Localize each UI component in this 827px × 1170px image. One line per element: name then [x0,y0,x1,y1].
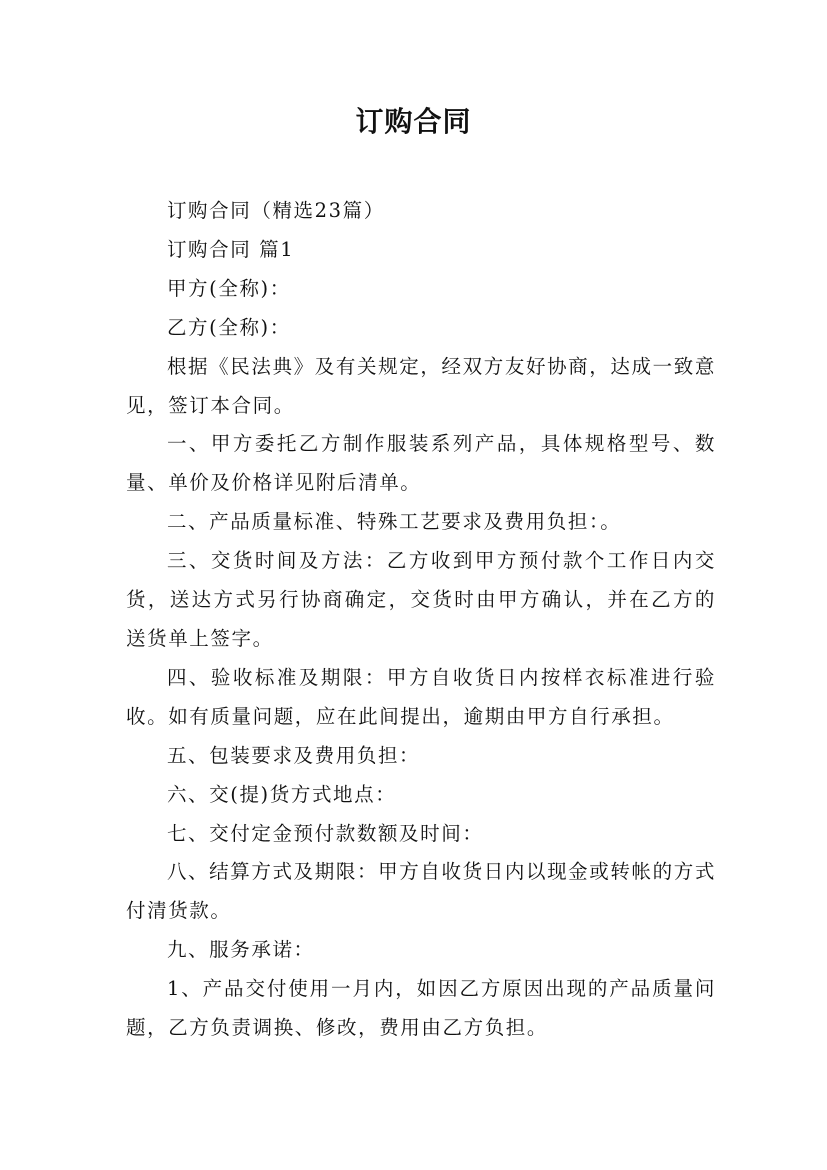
paragraph-clause-9: 九、服务承诺： [166,938,315,962]
paragraph-clause-1: 一、甲方委托乙方制作服装系列产品，具体规格型号、数量、单价及价格详见附后清单。 [126,432,716,495]
paragraph-clause-5: 五、包装要求及费用负担： [166,743,421,767]
paragraph-clause-8: 八、结算方式及期限：甲方自收货日内以现金或转帐的方式付清货款。 [126,860,716,923]
paragraph-clause-6: 六、交(提)货方式地点： [166,782,397,806]
paragraph-subtitle: 订购合同（精选23篇） [166,199,385,222]
paragraph-clause-3: 三、交货时间及方法：乙方收到甲方预付款个工作日内交货，送达方式另行协商确定，交货时由甲方确认，并在乙方的送货单上签字。 [126,549,716,650]
paragraph-clause-4: 四、验收标准及期限：甲方自收货日内按样衣标准进行验收。如有质量问题，应在此间提出，逾期由甲方自行承担。 [126,665,716,728]
paragraph-clause-7: 七、交付定金预付款数额及时间： [166,821,484,845]
paragraph-preamble: 根据《民法典》及有关规定，经双方友好协商，达成一致意见，签订本合同。 [126,354,716,417]
paragraph-section-heading: 订购合同 篇1 [166,237,295,261]
document-title: 订购合同 [355,105,472,138]
paragraph-clause-2: 二、产品质量标准、特殊工艺要求及费用负担：。 [166,510,622,534]
document-body [126,192,716,1048]
paragraph-party-a: 甲方(全称)： [166,276,291,300]
paragraph-clause-9-item-1: 1、产品交付使用一月内，如因乙方原因出现的产品质量问题，乙方负责调换、修改，费用由乙方负担。 [126,977,716,1040]
paragraph-party-b: 乙方(全称)： [166,315,291,339]
